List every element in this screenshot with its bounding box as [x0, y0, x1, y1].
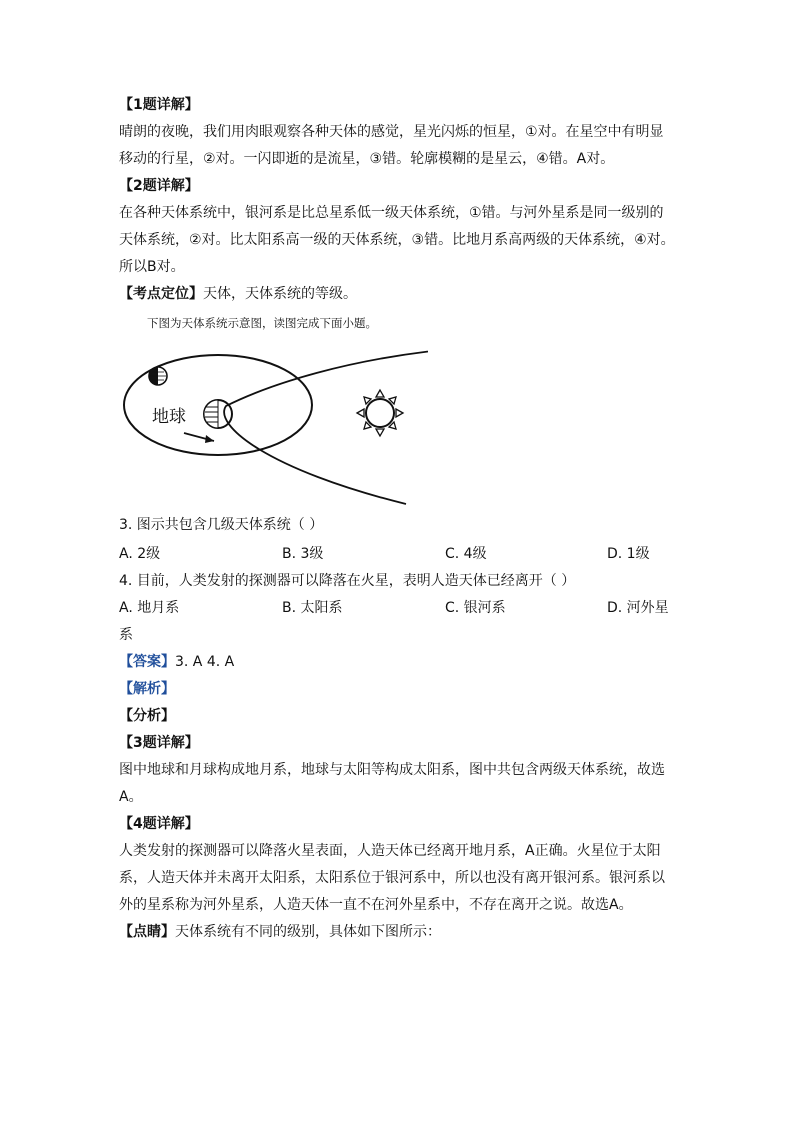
q3-detail-line1: 图中地球和月球构成地月系，地球与太阳等构成太阳系，图中共包含两级天体系统，故选 — [119, 762, 665, 778]
q4-detail-line2: 系，人造天体并未离开太阳系，太阳系位于银河系中，所以也没有离开银河系。银河系以 — [119, 870, 665, 886]
moon-icon — [149, 367, 167, 385]
q2-text-line3: 所以B对。 — [119, 259, 185, 275]
q4-option-a: A. 地月系 — [119, 600, 180, 616]
q3-option-d: D. 1级 — [607, 546, 650, 562]
q4-detail-heading: 【4题详解】 — [119, 816, 199, 832]
sun-icon — [357, 390, 403, 436]
q3-option-c: C. 4级 — [445, 546, 487, 562]
kaodian-tag: 【考点定位】 — [119, 286, 203, 302]
q3-detail-heading: 【3题详解】 — [119, 735, 199, 751]
q4-option-c: C. 银河系 — [445, 600, 506, 616]
q4-detail-line1: 人类发射的探测器可以降落火星表面，人造天体已经离开地月系，A正确。火星位于太阳 — [119, 843, 661, 859]
q4-detail-line3: 外的星系称为河外星系，人造天体一直不在河外星系中，不存在离开之说。故选A。 — [119, 897, 633, 913]
q3-detail-line2: A。 — [119, 789, 143, 805]
q3-option-a: A. 2级 — [119, 546, 161, 562]
q4-option-d: D. 河外星 — [607, 600, 669, 616]
jiexi-tag: 【解析】 — [119, 681, 175, 697]
q4-option-b: B. 太阳系 — [282, 600, 343, 616]
q2-text-line2: 天体系统，②对。比太阳系高一级的天体系统，③错。比地月系高两级的天体系统，④对。 — [119, 232, 675, 248]
q1-text-line2: 移动的行星，②对。一闪即逝的是流星，③错。轮廓模糊的是星云，④错。A对。 — [119, 151, 615, 167]
figure-caption: 下图为天体系统示意图，读图完成下面小题。 — [147, 316, 377, 330]
dianjing-tag: 【点睛】 — [119, 924, 175, 940]
answer-tag: 【答案】 — [119, 654, 175, 670]
kaodian-line — [119, 284, 357, 304]
answer-text: 3. A 4. A — [175, 654, 235, 670]
q1-text-line1: 晴朗的夜晚，我们用肉眼观察各种天体的感觉，星光闪烁的恒星，①对。在星空中有明显 — [119, 124, 664, 140]
rotation-arrow-icon — [184, 433, 214, 443]
dianjing-text: 天体系统有不同的级别，具体如下图所示： — [175, 924, 441, 940]
q3-stem: 3. 图示共包含几级天体系统（ ） — [119, 517, 324, 533]
earth-orbit-curve — [224, 348, 428, 504]
q4-option-d-wrap: 系 — [119, 627, 133, 643]
kaodian-text: 天体，天体系统的等级。 — [203, 286, 357, 302]
earth-label: 地球 — [152, 407, 186, 427]
q2-heading: 【2题详解】 — [119, 178, 199, 194]
q1-heading: 【1题详解】 — [119, 97, 199, 113]
fenxi-tag: 【分析】 — [119, 708, 175, 724]
q2-text-line1: 在各种天体系统中，银河系是比总星系低一级天体系统，①错。与河外星系是同一级别的 — [119, 205, 664, 221]
answer-line — [119, 652, 234, 672]
q3-option-b: B. 3级 — [282, 546, 324, 562]
dianjing-line — [119, 922, 441, 942]
celestial-system-diagram — [118, 340, 428, 508]
q4-stem: 4. 目前，人类发射的探测器可以降落在火星，表明人造天体已经离开（ ） — [119, 573, 576, 589]
